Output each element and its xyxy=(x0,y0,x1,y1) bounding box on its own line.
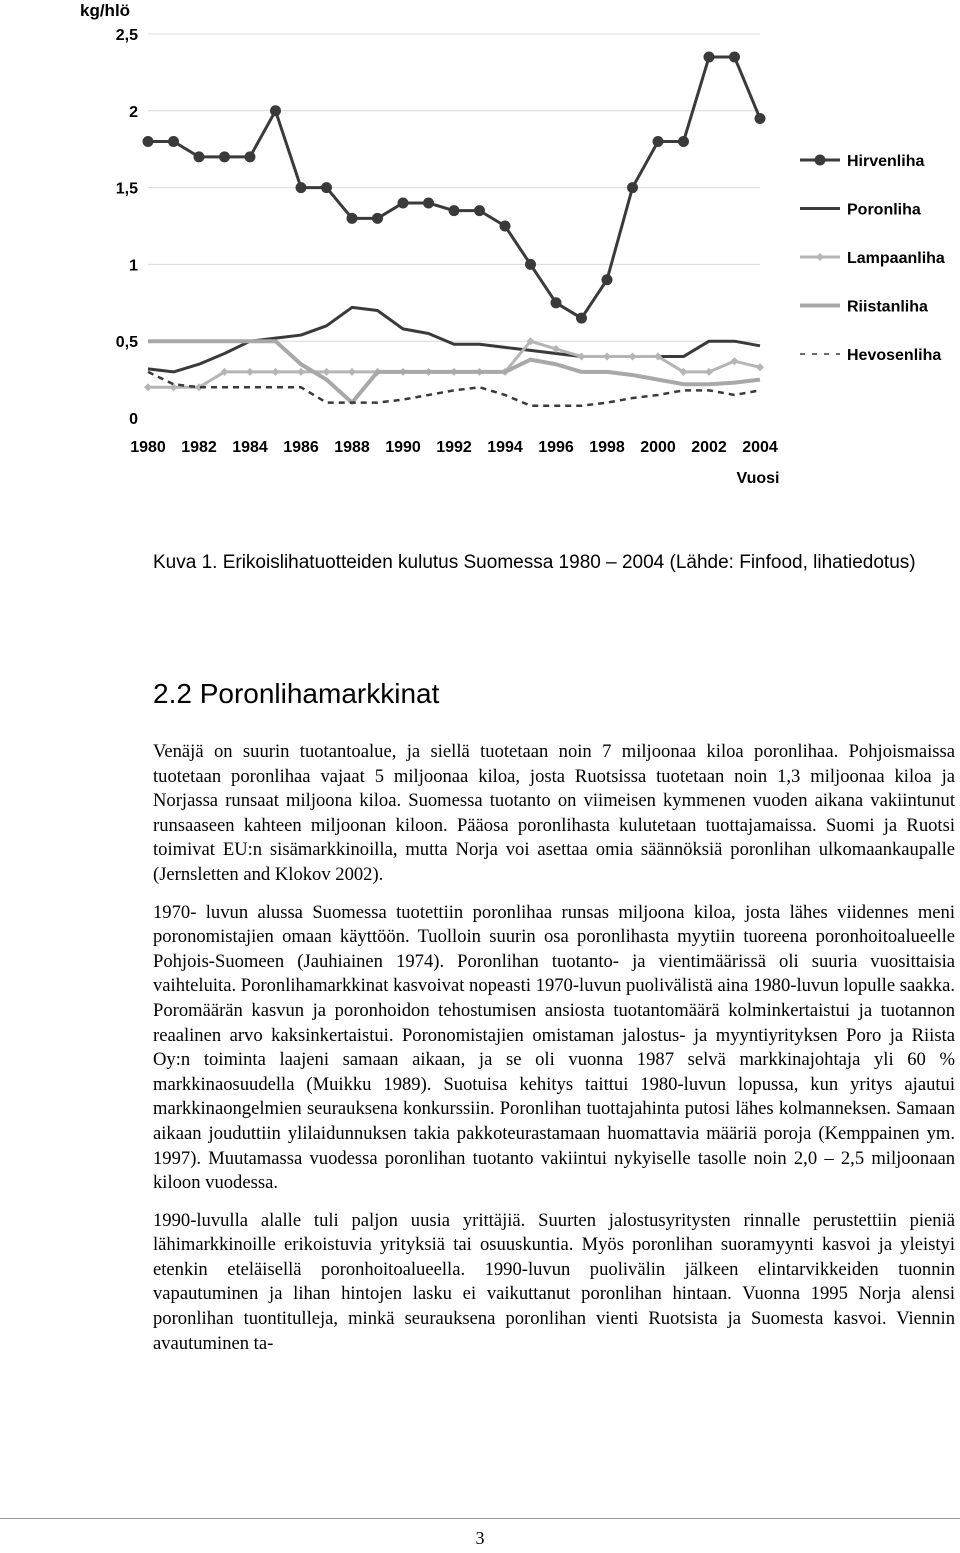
x-tick-label: 1996 xyxy=(538,439,574,456)
data-point-hirvenliha xyxy=(143,136,154,147)
paragraph-3: 1990-luvulla alalle tuli paljon uusia yrittäjiä. Suurten jalostusyritysten rinnalle perustettiin pieniä lähimarkkinoille erikoistuvia yrityksiä tai osuuskuntia. Myös poronlihan suoramyynti kasvoi ja yleistyi etenkin eteläisellä poronhoitoalueella. 1990-luvun puolivälin jälkeen elintarvikkeiden tuonnin vapautuminen ja lihan hintojen lasku ei vaikuttanut poronlihan hintaan. Vuonna 1995 Norja alensi poronlihan tuontitulleja, minkä seurauksena poronlihan vienti Ruotsista ja Suomesta kasvoi. Viennin avautuminen ta- xyxy=(153,1209,955,1354)
data-point-lampaanliha xyxy=(246,368,254,376)
x-tick-label: 1982 xyxy=(181,439,217,456)
legend-marker xyxy=(816,253,824,261)
x-axis-label: Vuosi xyxy=(736,470,780,487)
section-heading: 2.2 Poronlihamarkkinat xyxy=(153,678,440,709)
y-axis-label: kg/hlö xyxy=(80,1,131,20)
data-point-hirvenliha xyxy=(551,297,562,308)
page-number: 3 xyxy=(475,1528,485,1548)
legend-label: Hevosenliha xyxy=(847,347,942,364)
y-tick-label: 1 xyxy=(129,257,138,275)
x-tick-label: 1984 xyxy=(232,439,268,456)
legend-label: Riistanliha xyxy=(847,298,928,316)
y-tick-label: 0,5 xyxy=(115,334,138,352)
y-tick-label: 2 xyxy=(129,103,138,121)
data-point-hirvenliha xyxy=(627,182,638,193)
x-tick-label: 1980 xyxy=(130,439,166,456)
data-point-hirvenliha xyxy=(729,52,740,63)
y-tick-label: 2,5 xyxy=(115,27,138,44)
data-point-lampaanliha xyxy=(629,353,637,361)
x-tick-label: 2002 xyxy=(691,439,727,456)
data-point-hirvenliha xyxy=(500,221,511,232)
data-point-hirvenliha xyxy=(398,197,409,208)
x-tick-label: 1994 xyxy=(487,439,523,456)
data-point-lampaanliha xyxy=(578,353,586,361)
data-point-hirvenliha xyxy=(296,182,307,193)
data-point-lampaanliha xyxy=(170,383,178,391)
x-tick-label: 1988 xyxy=(334,439,370,456)
series-line-hevosenliha xyxy=(148,372,760,406)
paragraph-1: Venäjä on suurin tuotantoalue, ja siellä tuotetaan noin 7 miljoonaa kiloa poronlihaa. Pohjoismaissa tuotetaan poronlihaa vajaat 5 miljoonaa kiloa, josta Ruotsissa tuotetaan noin 1,3 miljoonaa kiloa ja Norjassa runsaat miljoona kiloa. Suomessa tuotanto on viimeisen kymmenen vuoden aikana vakiintunut runsaaseen kahteen miljoonan kiloon. Pääosa poronlihasta kulutetaan tuottajamaissa. Suomi ja Ruotsi toimivat EU:n sisämarkkinoilla, mutta Norja voi asettaa omia säännöksiä poronlihan ulkomaankaupalle (Jernsletten and Klokov 2002). xyxy=(153,741,955,885)
body-text xyxy=(153,740,955,1369)
x-tick-label: 2000 xyxy=(640,439,676,456)
footer-rule xyxy=(0,1518,960,1519)
y-tick-label: 1,5 xyxy=(115,180,138,198)
data-point-hirvenliha xyxy=(219,151,230,162)
legend-label: Hirvenliha xyxy=(847,153,925,170)
data-point-hirvenliha xyxy=(168,136,179,147)
y-tick-label: 0 xyxy=(129,411,138,428)
x-tick-label: 2004 xyxy=(742,439,778,456)
data-point-hirvenliha xyxy=(372,213,383,224)
data-point-hirvenliha xyxy=(321,182,332,193)
x-tick-label: 1986 xyxy=(283,439,319,456)
legend-label: Poronliha xyxy=(847,201,921,219)
chart-svg xyxy=(0,0,960,500)
data-point-hirvenliha xyxy=(245,151,256,162)
data-point-hirvenliha xyxy=(423,197,434,208)
data-point-hirvenliha xyxy=(704,52,715,63)
data-point-lampaanliha xyxy=(756,363,764,371)
data-point-hirvenliha xyxy=(194,151,205,162)
x-tick-label: 1998 xyxy=(589,439,625,456)
data-point-hirvenliha xyxy=(449,205,460,216)
figure-caption: Kuva 1. Erikoislihatuotteiden kulutus Suomessa 1980 – 2004 (Lähde: Finfood, lihatiedotus) xyxy=(153,552,916,573)
paragraph-2: 1970- luvun alussa Suomessa tuotettiin poronlihaa runsas miljoona kiloa, josta lähes viidennes meni poronomistajien omaan käyttöön. Tuolloin suurin osa poronlihasta myytiin tuoreena poronhoitoalueelle Pohjois-Suomeen (Jauhiainen 1974). Poronlihan tuotanto- ja vientimäärissä oli suuria vuosittaisia vaihteluita. Poronlihamarkkinat kasvoivat nopeasti 1970-luvun puolivälistä aina 1980-luvun lopulle saakka. Poromäärän kasvun ja poronhoidon tehostumisen ansiosta tuotantomäärä kolminkertaistui ja tuotannon reaalinen arvo kaksinkertaistui. Poronomistajien omistaman jalostus- ja myyntiyrityksen Poro ja Riista Oy:n toiminta laajeni samaan aikaan, ja se oli vuonna 1987 selvä markkinajohtaja yli 60 % markkinaosuudella (Muikku 1989). Suotuisa kehitys taittui 1980-luvun lopussa, kun yritys ajautui markkinaongelmien seurauksena konkurssiin. Poronlihan tuottajahinta putosi lähes kolmanneksen. Samaan aikaan jouduttiin ylilaidunnuksen takia pakkoteurastamaan huomattavia määriä poroja (Kemppainen ym. 1997). Muutamassa vuodessa poronlihan tuotanto vakiintui nykyiselle tasolle noin 2,0 – 2,5 miljoonaan kiloon vuodessa. xyxy=(153,901,955,1194)
legend-label: Lampaanliha xyxy=(847,250,945,267)
data-point-lampaanliha xyxy=(297,368,305,376)
data-point-hirvenliha xyxy=(653,136,664,147)
consumption-chart xyxy=(0,0,960,500)
data-point-hirvenliha xyxy=(525,259,536,270)
x-tick-label: 1992 xyxy=(436,439,472,456)
data-point-hirvenliha xyxy=(347,213,358,224)
data-point-lampaanliha xyxy=(323,368,331,376)
data-point-lampaanliha xyxy=(348,368,356,376)
data-point-lampaanliha xyxy=(603,353,611,361)
data-point-hirvenliha xyxy=(755,113,766,124)
legend-marker xyxy=(815,155,826,166)
data-point-hirvenliha xyxy=(678,136,689,147)
data-point-lampaanliha xyxy=(272,368,280,376)
x-tick-label: 1990 xyxy=(385,439,421,456)
data-point-hirvenliha xyxy=(602,274,613,285)
data-point-hirvenliha xyxy=(270,105,281,116)
data-point-hirvenliha xyxy=(576,313,587,324)
data-point-lampaanliha xyxy=(144,383,152,391)
data-point-hirvenliha xyxy=(474,205,485,216)
